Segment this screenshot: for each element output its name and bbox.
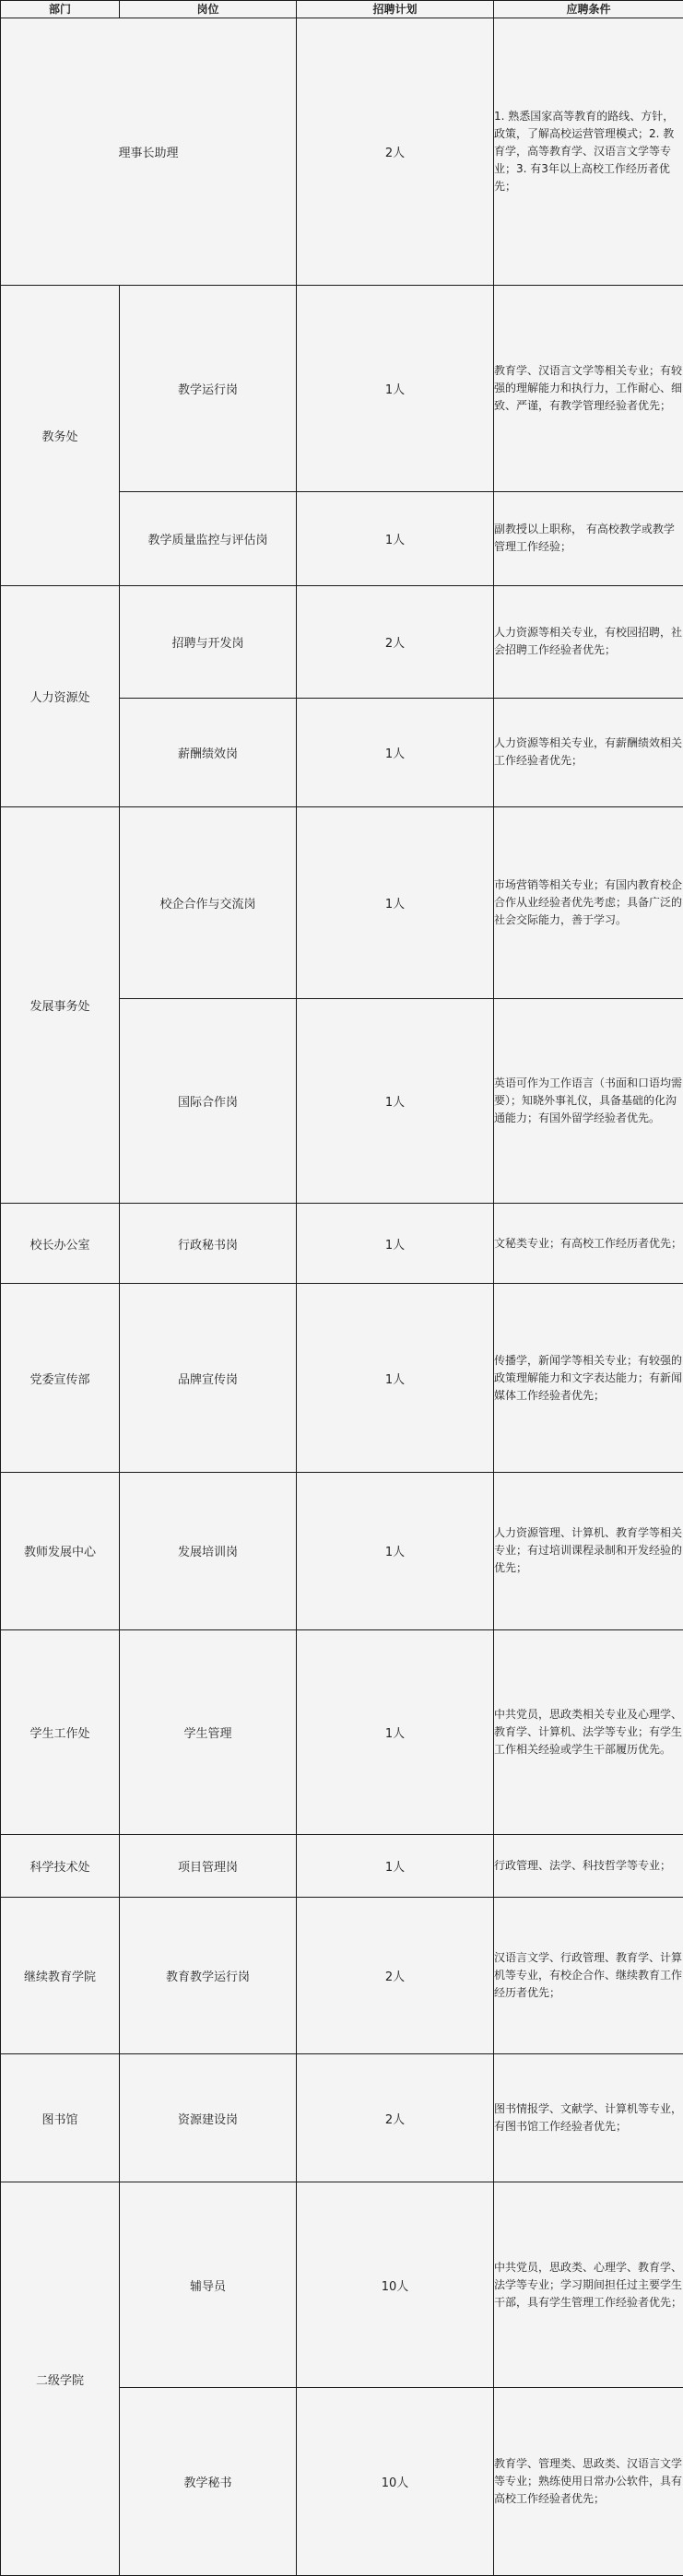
position-cell: 教学运行岗 [120,286,297,491]
department-cell: 教师发展中心 [1,1472,120,1629]
table-row [1,1835,683,1898]
plan-cell: 1人 [297,806,494,998]
header-recruitment-plan: 招聘计划 [297,1,494,18]
department-cell: 发展事务处 [1,806,120,1203]
position-cell: 薪酬绩效岗 [120,698,297,806]
requirements-cell: 教育学、汉语言文学等相关专业；有较强的理解能力和执行力，工作耐心、细致、严谨，有教学管理经验者优先； [494,286,683,491]
requirements-cell: 中共党员，思政类相关专业及心理学、教育学、计算机、法学等专业；有学生工作相关经验或学生干部履历优先。 [494,1629,683,1834]
plan-cell: 1人 [297,999,494,1204]
table-row [1,1898,683,2054]
table-row [1,2182,683,2387]
table-row [1,585,683,698]
position-cell: 教育教学运行岗 [120,1898,297,2054]
requirements-cell: 行政管理、法学、科技哲学等专业； [494,1835,683,1898]
plan-cell: 2人 [297,2054,494,2182]
table-row [1,18,683,286]
position-cell: 品牌宣传岗 [120,1284,297,1472]
department-cell: 二级学院 [1,2182,120,2576]
plan-cell: 1人 [297,1284,494,1472]
plan-cell: 1人 [297,1835,494,1898]
header-position: 岗位 [120,1,297,18]
position-cell: 校企合作与交流岗 [120,806,297,998]
table-row [1,2054,683,2182]
requirements-cell: 文秘类专业；有高校工作经历者优先； [494,1204,683,1284]
requirements-cell: 1. 熟悉国家高等教育的路线、方针，政策，了解高校运营管理模式；2. 教育学，高等教育学、汉语言文学等专业；3. 有3年以上高校工作经历者优先； [494,18,683,286]
department-cell: 人力资源处 [1,585,120,806]
requirements-cell: 人力资源管理、计算机、教育学等相关专业；有过培训课程录制和开发经验的优先； [494,1472,683,1629]
department-cell: 校长办公室 [1,1204,120,1284]
department-cell: 党委宣传部 [1,1284,120,1472]
department-cell: 继续教育学院 [1,1898,120,2054]
position-cell: 教学质量监控与评估岗 [120,491,297,585]
department-cell: 图书馆 [1,2054,120,2182]
position-cell: 行政秘书岗 [120,1204,297,1284]
requirements-cell: 人力资源等相关专业，有校园招聘，社会招聘工作经验者优先； [494,585,683,698]
department-cell: 理事长助理 [1,18,297,286]
requirements-cell: 英语可作为工作语言（书面和口语均需要）；知晓外事礼仪，具备基础的化沟通能力；有国外留学经验者优先。 [494,999,683,1204]
requirements-cell: 教育学、管理类、思政类、汉语言文学等专业；熟练使用日常办公软件，具有高校工作经验者优先； [494,2387,683,2575]
plan-cell: 10人 [297,2182,494,2387]
requirements-cell: 市场营销等相关专业；有国内教育校企合作从业经验者优先考虑；具备广泛的社会交际能力，善于学习。 [494,806,683,998]
table-row [1,1284,683,1472]
requirements-cell: 汉语言文学、行政管理、教育学、计算机等专业，有校企合作、继续教育工作经历者优先； [494,1898,683,2054]
plan-cell: 1人 [297,286,494,491]
plan-cell: 2人 [297,1898,494,2054]
department-cell: 学生工作处 [1,1629,120,1834]
requirements-cell: 图书情报学、文献学、计算机等专业，有图书馆工作经验者优先； [494,2054,683,2182]
plan-cell: 1人 [297,1204,494,1284]
table-row [1,286,683,491]
department-cell: 教务处 [1,286,120,585]
table-header-row [1,1,683,18]
requirements-cell: 人力资源等相关专业，有薪酬绩效相关工作经验者优先； [494,698,683,806]
requirements-cell: 副教授以上职称， 有高校教学或教学管理工作经验； [494,491,683,585]
requirements-cell: 中共党员，思政类、心理学、教育学、法学等专业；学习期间担任过主要学生干部，具有学生管理工作经验者优先； [494,2182,683,2387]
table-row [1,1629,683,1834]
header-department: 部门 [1,1,120,18]
plan-cell: 1人 [297,1472,494,1629]
table-row [1,806,683,998]
plan-cell: 10人 [297,2387,494,2575]
position-cell: 发展培训岗 [120,1472,297,1629]
position-cell: 招聘与开发岗 [120,585,297,698]
plan-cell: 2人 [297,18,494,286]
requirements-cell: 传播学，新闻学等相关专业；有较强的政策理解能力和文字表达能力；有新闻媒体工作经验者优先； [494,1284,683,1472]
plan-cell: 1人 [297,1629,494,1834]
position-cell: 教学秘书 [120,2387,297,2575]
position-cell: 学生管理 [120,1629,297,1834]
table-row [1,1204,683,1284]
plan-cell: 1人 [297,491,494,585]
position-cell: 国际合作岗 [120,999,297,1204]
plan-cell: 1人 [297,698,494,806]
position-cell: 资源建设岗 [120,2054,297,2182]
table-row [1,1472,683,1629]
department-cell: 科学技术处 [1,1835,120,1898]
header-requirements: 应聘条件 [494,1,683,18]
position-cell: 项目管理岗 [120,1835,297,1898]
plan-cell: 2人 [297,585,494,698]
position-cell: 辅导员 [120,2182,297,2387]
